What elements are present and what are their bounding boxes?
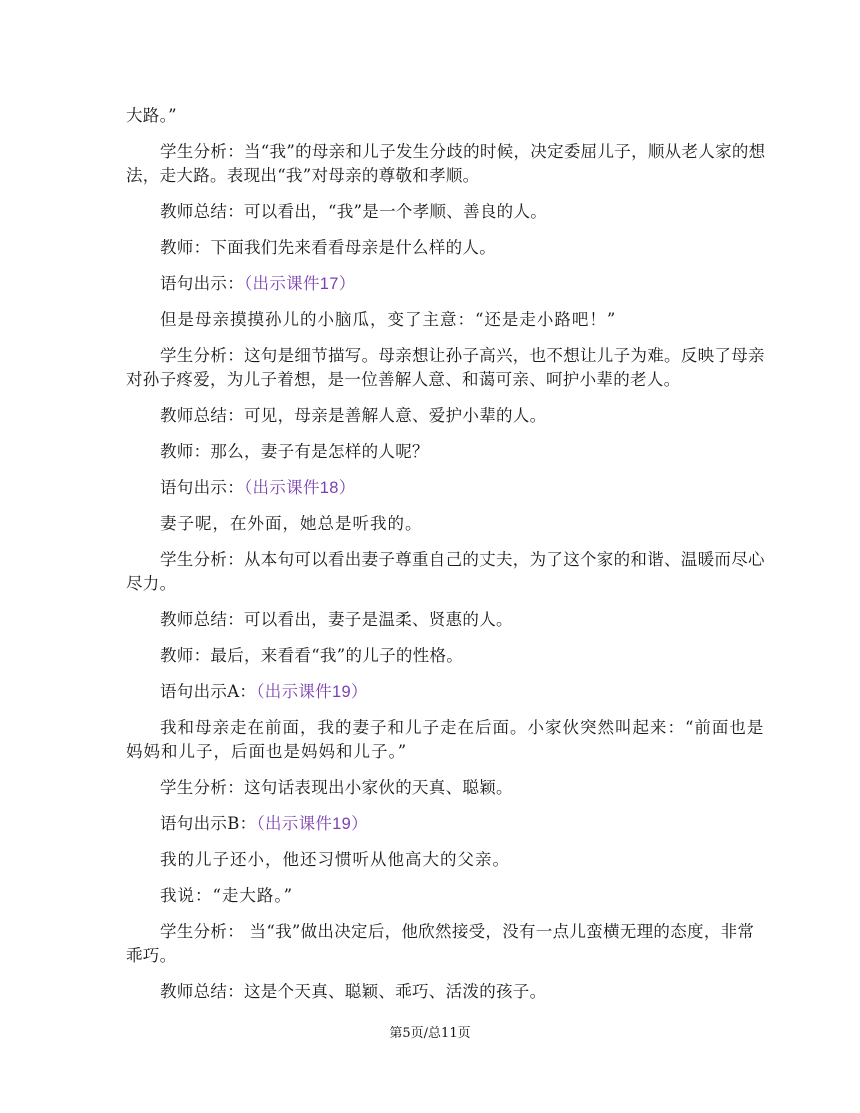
courseware-cue: （出示课件17） [244,275,356,293]
paragraph: 教师：那么，妻子有是怎样的人呢？ [160,442,429,461]
document-body [126,104,766,1016]
sentence-cue-line: 语句出示B：（出示课件19） [160,814,368,833]
paragraph: 教师总结：可以看出，妻子是温柔、贤惠的人。 [160,610,513,629]
paragraph: 教师总结：可见，母亲是善解人意、爱护小辈的人。 [160,406,547,425]
sentence-cue-line: 语句出示：（出示课件17） [160,274,356,293]
sentence-cue-line: 语句出示A：（出示课件19） [160,682,368,701]
quoted-sentence: 妻子呢，在外面，她总是听我的。 [160,514,423,533]
paragraph: 学生分析：这句是细节描写。母亲想让孙子高兴，也不想让儿子为难。反映了母亲对孙子疼爱，为儿子着想，是一位善解人意、和蔼可亲、呵护小辈的老人。 [126,346,765,389]
quoted-sentence: 我的儿子还小，他还习惯听从他高大的父亲。 [160,850,510,869]
page-number-footer: 第5页/总11页 [389,1026,471,1041]
paragraph: 学生分析：这句话表现出小家伙的天真、聪颖。 [160,778,513,797]
paragraph: 学生分析： 当“我”做出决定后，他欣然接受，没有一点儿蛮横无理的态度，非常乖巧。 [126,922,755,965]
courseware-cue: （出示课件18） [244,479,356,497]
paragraph: 学生分析：从本句可以看出妻子尊重自己的丈夫，为了这个家的和谐、温暖而尽心尽力。 [126,550,765,593]
paragraph: 教师：下面我们先来看看母亲是什么样的人。 [160,238,496,257]
courseware-cue: （出示课件19） [256,815,368,833]
paragraph: 教师：最后，来看看“我”的儿子的性格。 [160,646,464,665]
courseware-cue: （出示课件19） [256,683,368,701]
quoted-sentence: 我和母亲走在前面，我的妻子和儿子走在后面。小家伙突然叫起来：“前面也是妈妈和儿子，后面也是妈妈和儿子。” [126,718,765,761]
sentence-cue-line: 语句出示：（出示课件18） [160,478,356,497]
paragraph: 教师总结：可以看出，“我”是一个孝顺、善良的人。 [160,202,548,221]
paragraph: 教师总结：这是个天真、聪颖、乖巧、活泼的孩子。 [160,982,547,1001]
quoted-sentence: 我说：“走大路。” [160,886,294,905]
quoted-sentence: 但是母亲摸摸孙儿的小脑瓜，变了主意：“还是走小路吧！” [160,310,617,329]
paragraph: 大路。” [126,106,177,125]
paragraph: 学生分析：当“我”的母亲和儿子发生分歧的时候，决定委屈儿子，顺从老人家的想法，走大路。表现出“我”对母亲的尊敬和孝顺。 [126,142,766,185]
